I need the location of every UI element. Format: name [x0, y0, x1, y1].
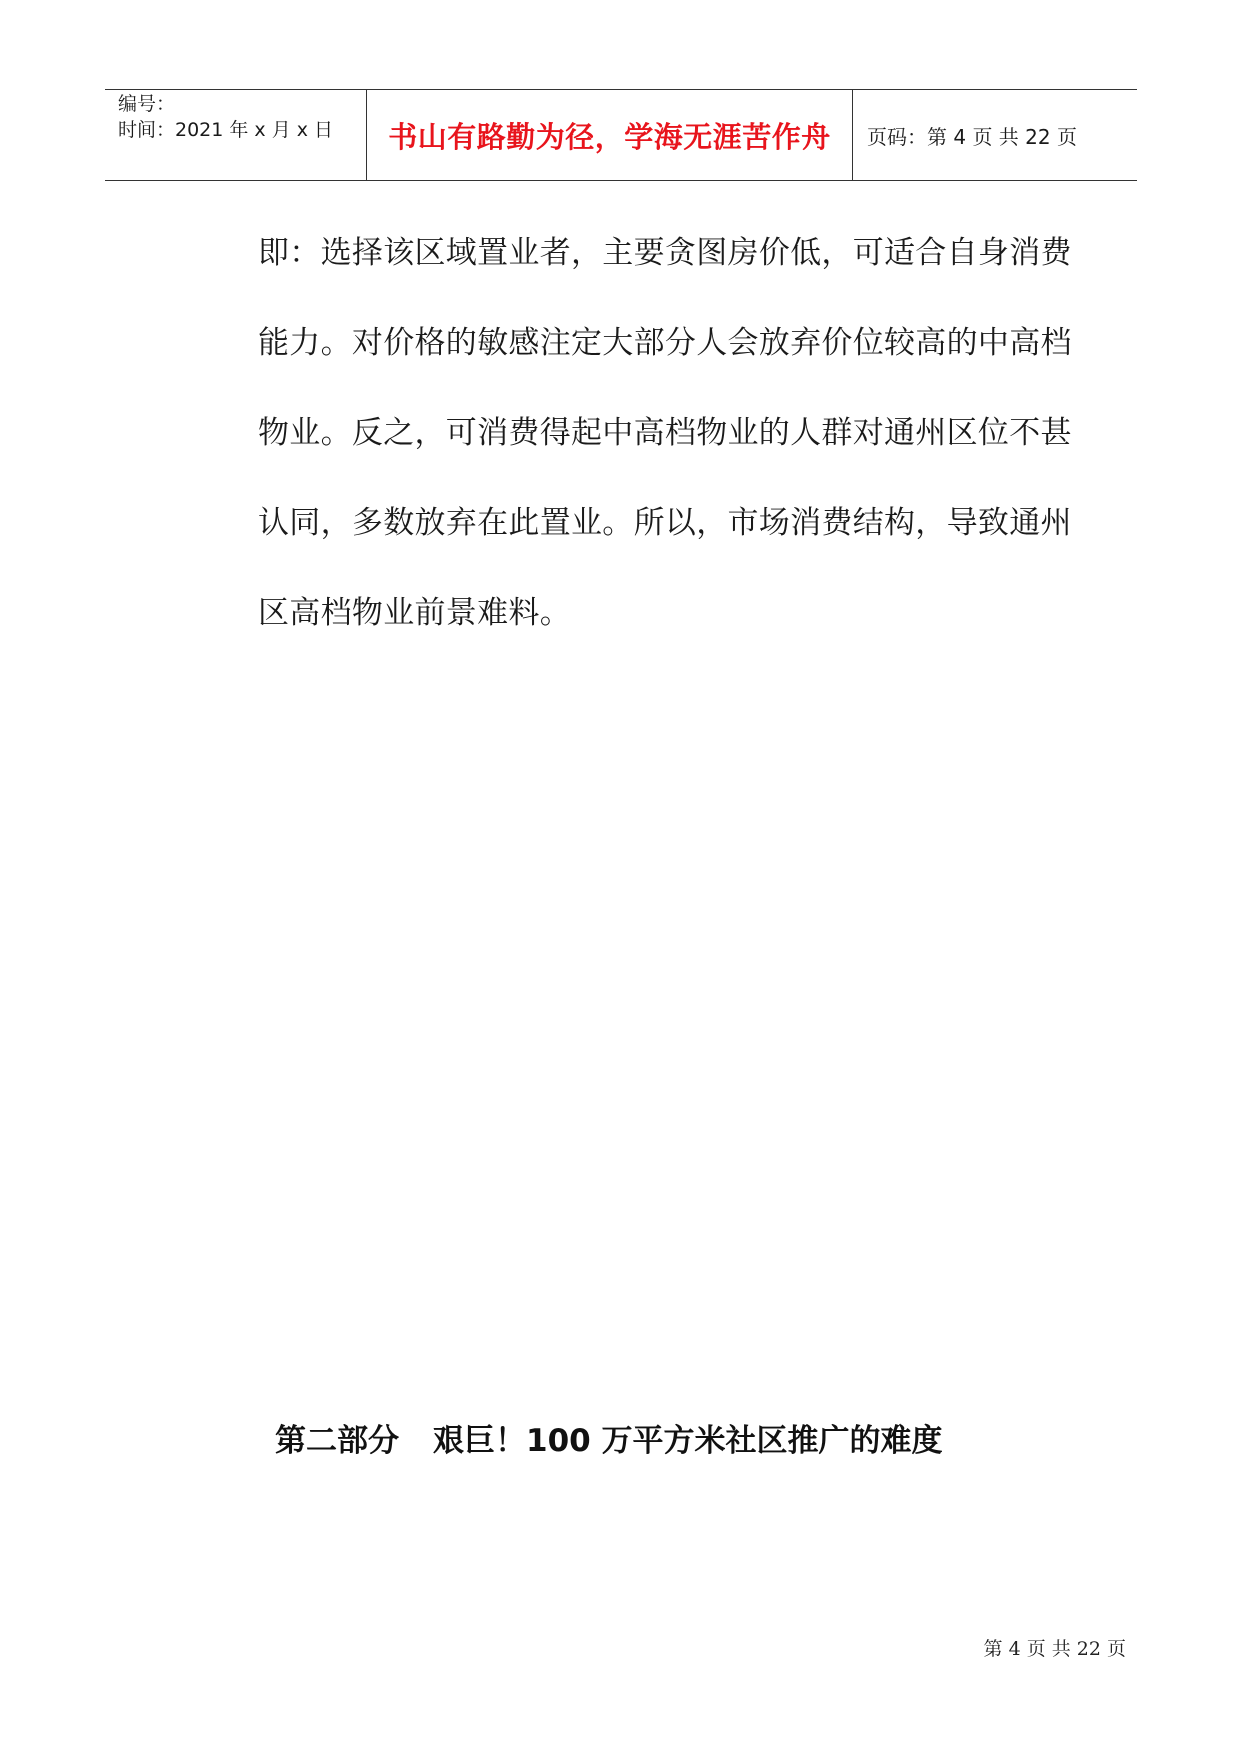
header-time-label: 时间：2021 年 x 月 x 日 — [118, 119, 334, 141]
header-number-label: 编号： — [118, 93, 176, 115]
header-page-info: 页码：第 4 页 共 22 页 — [867, 124, 1077, 149]
header-meta-cell — [105, 90, 367, 180]
body-line: 物业。反之，可消费得起中高档物业的人群对通州区位不甚 — [258, 415, 1072, 451]
body-paragraph — [258, 222, 1128, 672]
body-line: 认同，多数放弃在此置业。所以，市场消费结构，导致通州 — [258, 505, 1072, 541]
header-motto: 书山有路勤为径，学海无涯苦作舟 — [367, 90, 853, 180]
page-footer: 第 4 页 共 22 页 — [983, 1638, 1126, 1660]
section-title: 艰巨！100 万平方米社区推广的难度 — [433, 1423, 943, 1459]
section-heading — [275, 1415, 943, 1460]
body-line: 能力。对价格的敏感注定大部分人会放弃价位较高的中高档 — [258, 325, 1072, 361]
body-line: 区高档物业前景难料。 — [258, 595, 571, 631]
section-part-label: 第二部分 — [275, 1423, 399, 1459]
document-header — [105, 89, 1137, 181]
body-line: 即：选择该区域置业者，主要贪图房价低，可适合自身消费 — [258, 235, 1072, 271]
